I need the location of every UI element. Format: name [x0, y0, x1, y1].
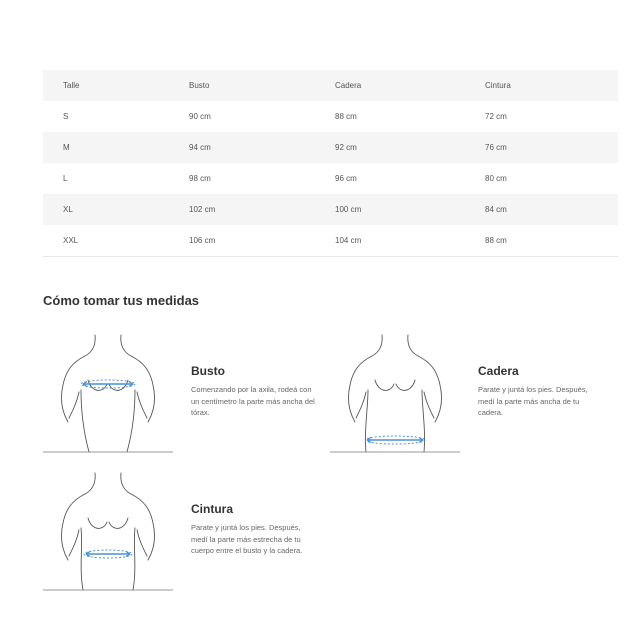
cintura-title: Cintura — [191, 502, 233, 516]
size-table — [43, 70, 618, 257]
cadera-figure-icon — [330, 330, 460, 455]
table-row — [43, 101, 618, 132]
cadera-description: Parate y juntá los pies. Después, medí la parte más ancha de tu cadera. — [478, 385, 588, 417]
cadera-cell: 88 cm — [335, 112, 357, 121]
header-talle: Talle — [43, 70, 169, 101]
size-cell: XXL — [43, 225, 169, 257]
busto-cell: 106 cm — [169, 225, 315, 257]
header-cadera: Cadera — [315, 70, 465, 101]
busto-cell: 98 cm — [189, 174, 211, 183]
busto-figure-icon — [43, 330, 173, 455]
cadera-title: Cadera — [478, 364, 519, 378]
busto-cell: 90 cm — [189, 112, 211, 121]
busto-cell: 94 cm — [169, 132, 315, 163]
size-cell: S — [63, 112, 69, 121]
size-cell: M — [43, 132, 169, 163]
cadera-cell: 100 cm — [315, 194, 465, 225]
cadera-cell: 96 cm — [335, 174, 357, 183]
measure-busto — [43, 330, 333, 455]
measure-cintura — [43, 468, 333, 593]
cintura-cell: 84 cm — [465, 194, 618, 225]
cintura-cell: 72 cm — [485, 112, 507, 121]
size-cell: XL — [43, 194, 169, 225]
size-cell: L — [63, 174, 68, 183]
table-header-row — [43, 70, 618, 101]
table-row — [43, 225, 618, 257]
busto-description: Comenzando por la axila, rodeá con un centímetro la parte más ancha del tórax. — [191, 385, 315, 417]
cintura-description: Parate y juntá los pies. Después, medí la parte más estrecha de tu cuerpo entre el busto y la cadera. — [191, 523, 303, 555]
busto-cell: 102 cm — [169, 194, 315, 225]
header-busto: Busto — [169, 70, 315, 101]
table-row — [43, 132, 618, 163]
header-cintura: Cintura — [465, 70, 618, 101]
cintura-figure-icon — [43, 468, 173, 593]
cadera-cell: 92 cm — [315, 132, 465, 163]
table-row — [43, 194, 618, 225]
cadera-cell: 104 cm — [315, 225, 465, 257]
cintura-cell: 76 cm — [465, 132, 618, 163]
table-row — [43, 163, 618, 194]
cintura-cell: 80 cm — [485, 174, 507, 183]
cintura-cell: 88 cm — [465, 225, 618, 257]
section-title: Cómo tomar tus medidas — [43, 293, 200, 308]
measure-cadera — [330, 330, 620, 455]
busto-title: Busto — [191, 364, 225, 378]
